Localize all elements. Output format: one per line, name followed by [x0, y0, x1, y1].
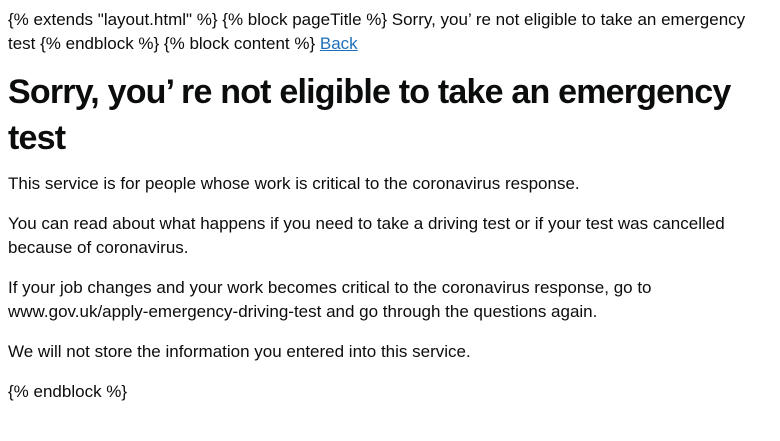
template-block-text: {% extends "layout.html" %} {% block pageTitle %} Sorry, you’ re not eligible to take an emergency test {% endblock %} {% block content %} [8, 10, 746, 53]
page-title: Sorry, you’ re not eligible to take an emergency test [8, 73, 731, 157]
paragraph-data-storage: We will not store the information you entered into this service. [8, 342, 471, 361]
template-endblock-text: {% endblock %} [8, 382, 128, 401]
template-header-text [8, 8, 758, 56]
paragraph-job-changes: If your job changes and your work becomes critical to the coronavirus response, go to www.gov.uk/apply-emergency-driving-test and go through the questions again. [8, 278, 652, 321]
back-link[interactable]: Back [319, 34, 358, 53]
paragraph-critical-work: This service is for people whose work is critical to the coronavirus response. [8, 174, 580, 193]
paragraph-driving-test-info: You can read about what happens if you need to take a driving test or if your test was cancelled because of coronavirus. [8, 214, 725, 257]
